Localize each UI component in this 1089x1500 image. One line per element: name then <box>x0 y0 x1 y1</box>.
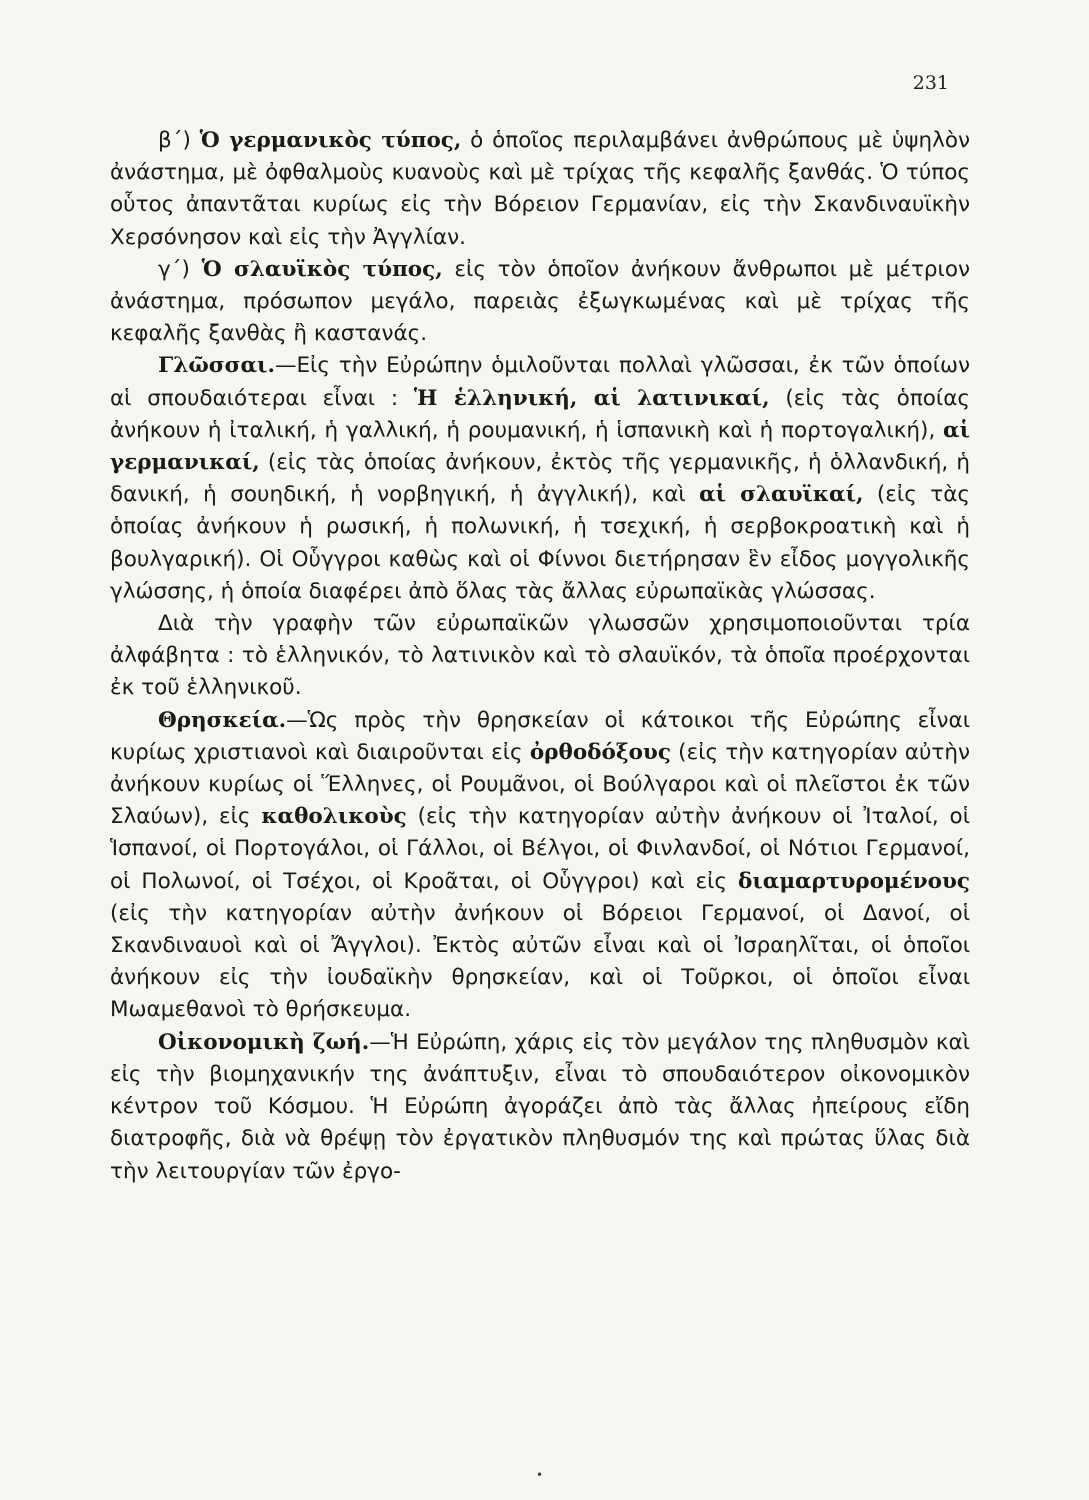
paragraph-text: —Ὡς πρὸς τὴν θρησκείαν οἱ κάτοικοι τῆς Εὐρώπης εἶναι κυρίως χριστιανοὶ καὶ διαιροῦνται εἰς <box>110 707 970 765</box>
footer-mark: • <box>536 1468 544 1482</box>
paragraph-economy <box>110 1027 970 1188</box>
paragraph-languages <box>110 350 970 608</box>
term-protestant: διαμαρτυρομένους <box>738 868 970 894</box>
paragraph-text: (εἰς τὰς ὁποίας ἀνήκουν ἡ ρωσική, ἡ πολωνική, ἡ τσεχική, ἡ σερβοκροατικὴ καὶ ἡ βουλγαρική). Οἱ Οὗγγροι καθὼς καὶ οἱ Φίννοι διετήρησαν ἓν εἶδος μογγολικῆς γλώσσης, ἡ ὁποία διαφέρει ἀπὸ ὅλας τὰς ἄλλας εὐρωπαϊκὰς γλώσσας. <box>110 482 970 604</box>
paragraph-text: (εἰς τὴν κατηγορίαν αὐτὴν ἀνήκουν οἱ Ἰταλοί, οἱ Ἱσπανοί, οἱ Πορτογάλοι, οἱ Γάλλοι, οἱ Βέλγοι, οἱ Φινλανδοί, οἱ Νότιοι Γερμανοί, οἱ Πολωνοί, οἱ Τσέχοι, οἱ Κροᾶται, οἱ Οὗγγροι) καὶ εἰς <box>110 804 970 894</box>
section-heading-languages: Γλῶσσαι. <box>158 353 275 379</box>
term-greek-latin: Ἡ ἑλληνική, αἱ λατινικαί, <box>413 385 770 411</box>
paragraph-text: (εἰς τὰς ὁποίας ἀνήκουν, ἐκτὸς τῆς γερμανικῆς, ἡ ὁλλανδική, ἡ δανική, ἡ σουηδική, ἡ νορβηγική, ἡ ἀγγλική), καὶ <box>110 450 970 508</box>
paragraph-text: εἰς τὸν ὁποῖον ἀνήκουν ἄνθρωποι μὲ μέτριον ἀνάστημα, πρόσωπον μεγάλο, παρειὰς ἐξωγκωμένας καὶ μὲ τρίχας τῆς κεφαλῆς ξανθὰς ἢ καστανάς. <box>110 256 970 347</box>
term-catholic: καθολικοὺς <box>261 804 407 830</box>
paragraph-slavic-type <box>110 254 970 351</box>
body-text <box>110 125 970 1188</box>
term-germanic-type: Ὁ γερμανικὸς τύπος, <box>199 128 462 153</box>
list-marker: β΄) <box>158 128 200 153</box>
term-slavic: αἱ σλαυϊκαί, <box>699 482 864 508</box>
paragraph-alphabets <box>110 608 970 705</box>
term-orthodox: ὀρθοδόξους <box>529 739 671 765</box>
paragraph-text: (εἰς τὴν κατηγορίαν αὐτὴν ἀνήκουν οἱ Βόρειοι Γερμανοί, οἱ Δανοί, οἱ Σκανδιναυοὶ καὶ οἱ Ἄγγλοι). Ἐκτὸς αὐτῶν εἶναι καὶ οἱ Ἰσραηλῖται, οἱ ὁποῖοι ἀνήκουν εἰς τὴν ἰουδαϊκὴν θρησκείαν, καὶ οἱ Τοῦρκοι, οἱ ὁποῖοι εἶναι Μωαμεθανοὶ τὸ θρήσκευμα. <box>110 900 970 1023</box>
paragraph-text: —Ἡ Εὐρώπη, χάρις εἰς τὸν μεγάλον της πληθυσμὸν καὶ εἰς τὴν βιομηχανικήν της ἀνάπτυξιν, εἶναι τὸ σπουδαιότερον οἰκονομικὸν κέντρον τοῦ Κόσμου. Ἡ Εὐρώπη ἀγοράζει ἀπὸ τὰς ἄλλας ἠπείρους εἴδη διατροφῆς, διὰ νὰ θρέψῃ τὸν ἐργατικὸν πληθυσμόν της καὶ πρώτας ὕλας διὰ τὴν λειτουργίαν τῶν ἐργο- <box>110 1029 970 1184</box>
list-marker: γ΄) <box>158 256 202 282</box>
paragraph-religion <box>110 705 970 1027</box>
page-number: 231 <box>912 72 949 94</box>
paragraph-text: —Εἰς τὴν Εὐρώπην ὁμιλοῦνται πολλαὶ γλῶσσαι, ἐκ τῶν ὁποίων αἱ σπουδαιότεραι εἶναι : <box>110 353 970 411</box>
paragraph-text: (εἰς τὰς ὁποίας ἀνήκουν ἡ ἰταλική, ἡ γαλλική, ἡ ρουμανική, ἡ ἱσπανικὴ καὶ ἡ πορτογαλική), <box>110 385 970 443</box>
term-germanic: αἱ γερμανικαί, <box>110 417 970 476</box>
section-heading-economy: Οἰκονομικὴ ζωή. <box>158 1029 370 1055</box>
term-slavic-type: Ὁ σλαυϊκὸς τύπος, <box>201 256 443 282</box>
paragraph-germanic-type <box>110 125 970 254</box>
paragraph-text: ὁ ὁποῖος περιλαμβάνει ἀνθρώπους μὲ ὑψηλὸν ἀνάστημα, μὲ ὀφθαλμοὺς κυανοὺς καὶ μὲ τρίχας τῆς κεφαλῆς ξανθάς. Ὁ τύπος οὗτος ἀπαντᾶται κυρίως εἰς τὴν Βόρειον Γερμανίαν, εἰς τὴν Σκανδιναυϊκὴν Χερσόνησον καὶ εἰς τὴν Ἀγγλίαν. <box>110 128 970 250</box>
paragraph-text: Διὰ τὴν γραφὴν τῶν εὐρωπαϊκῶν γλωσσῶν χρησιμοποιοῦνται τρία ἀλφάβητα : τὸ ἑλληνικόν, τὸ λατινικὸν καὶ τὸ σλαυϊκόν, τὰ ὁποῖα προέρχονται ἐκ τοῦ ἑλληνικοῦ. <box>110 611 970 701</box>
paragraph-text: (εἰς τὴν κατηγορίαν αὐτὴν ἀνήκουν κυρίως οἱ Ἕλληνες, οἱ Ρουμᾶνοι, οἱ Βούλγαροι καὶ οἱ πλεῖστοι ἐκ τῶν Σλαύων), εἰς <box>110 739 970 830</box>
section-heading-religion: Θρησκεία. <box>158 707 287 733</box>
